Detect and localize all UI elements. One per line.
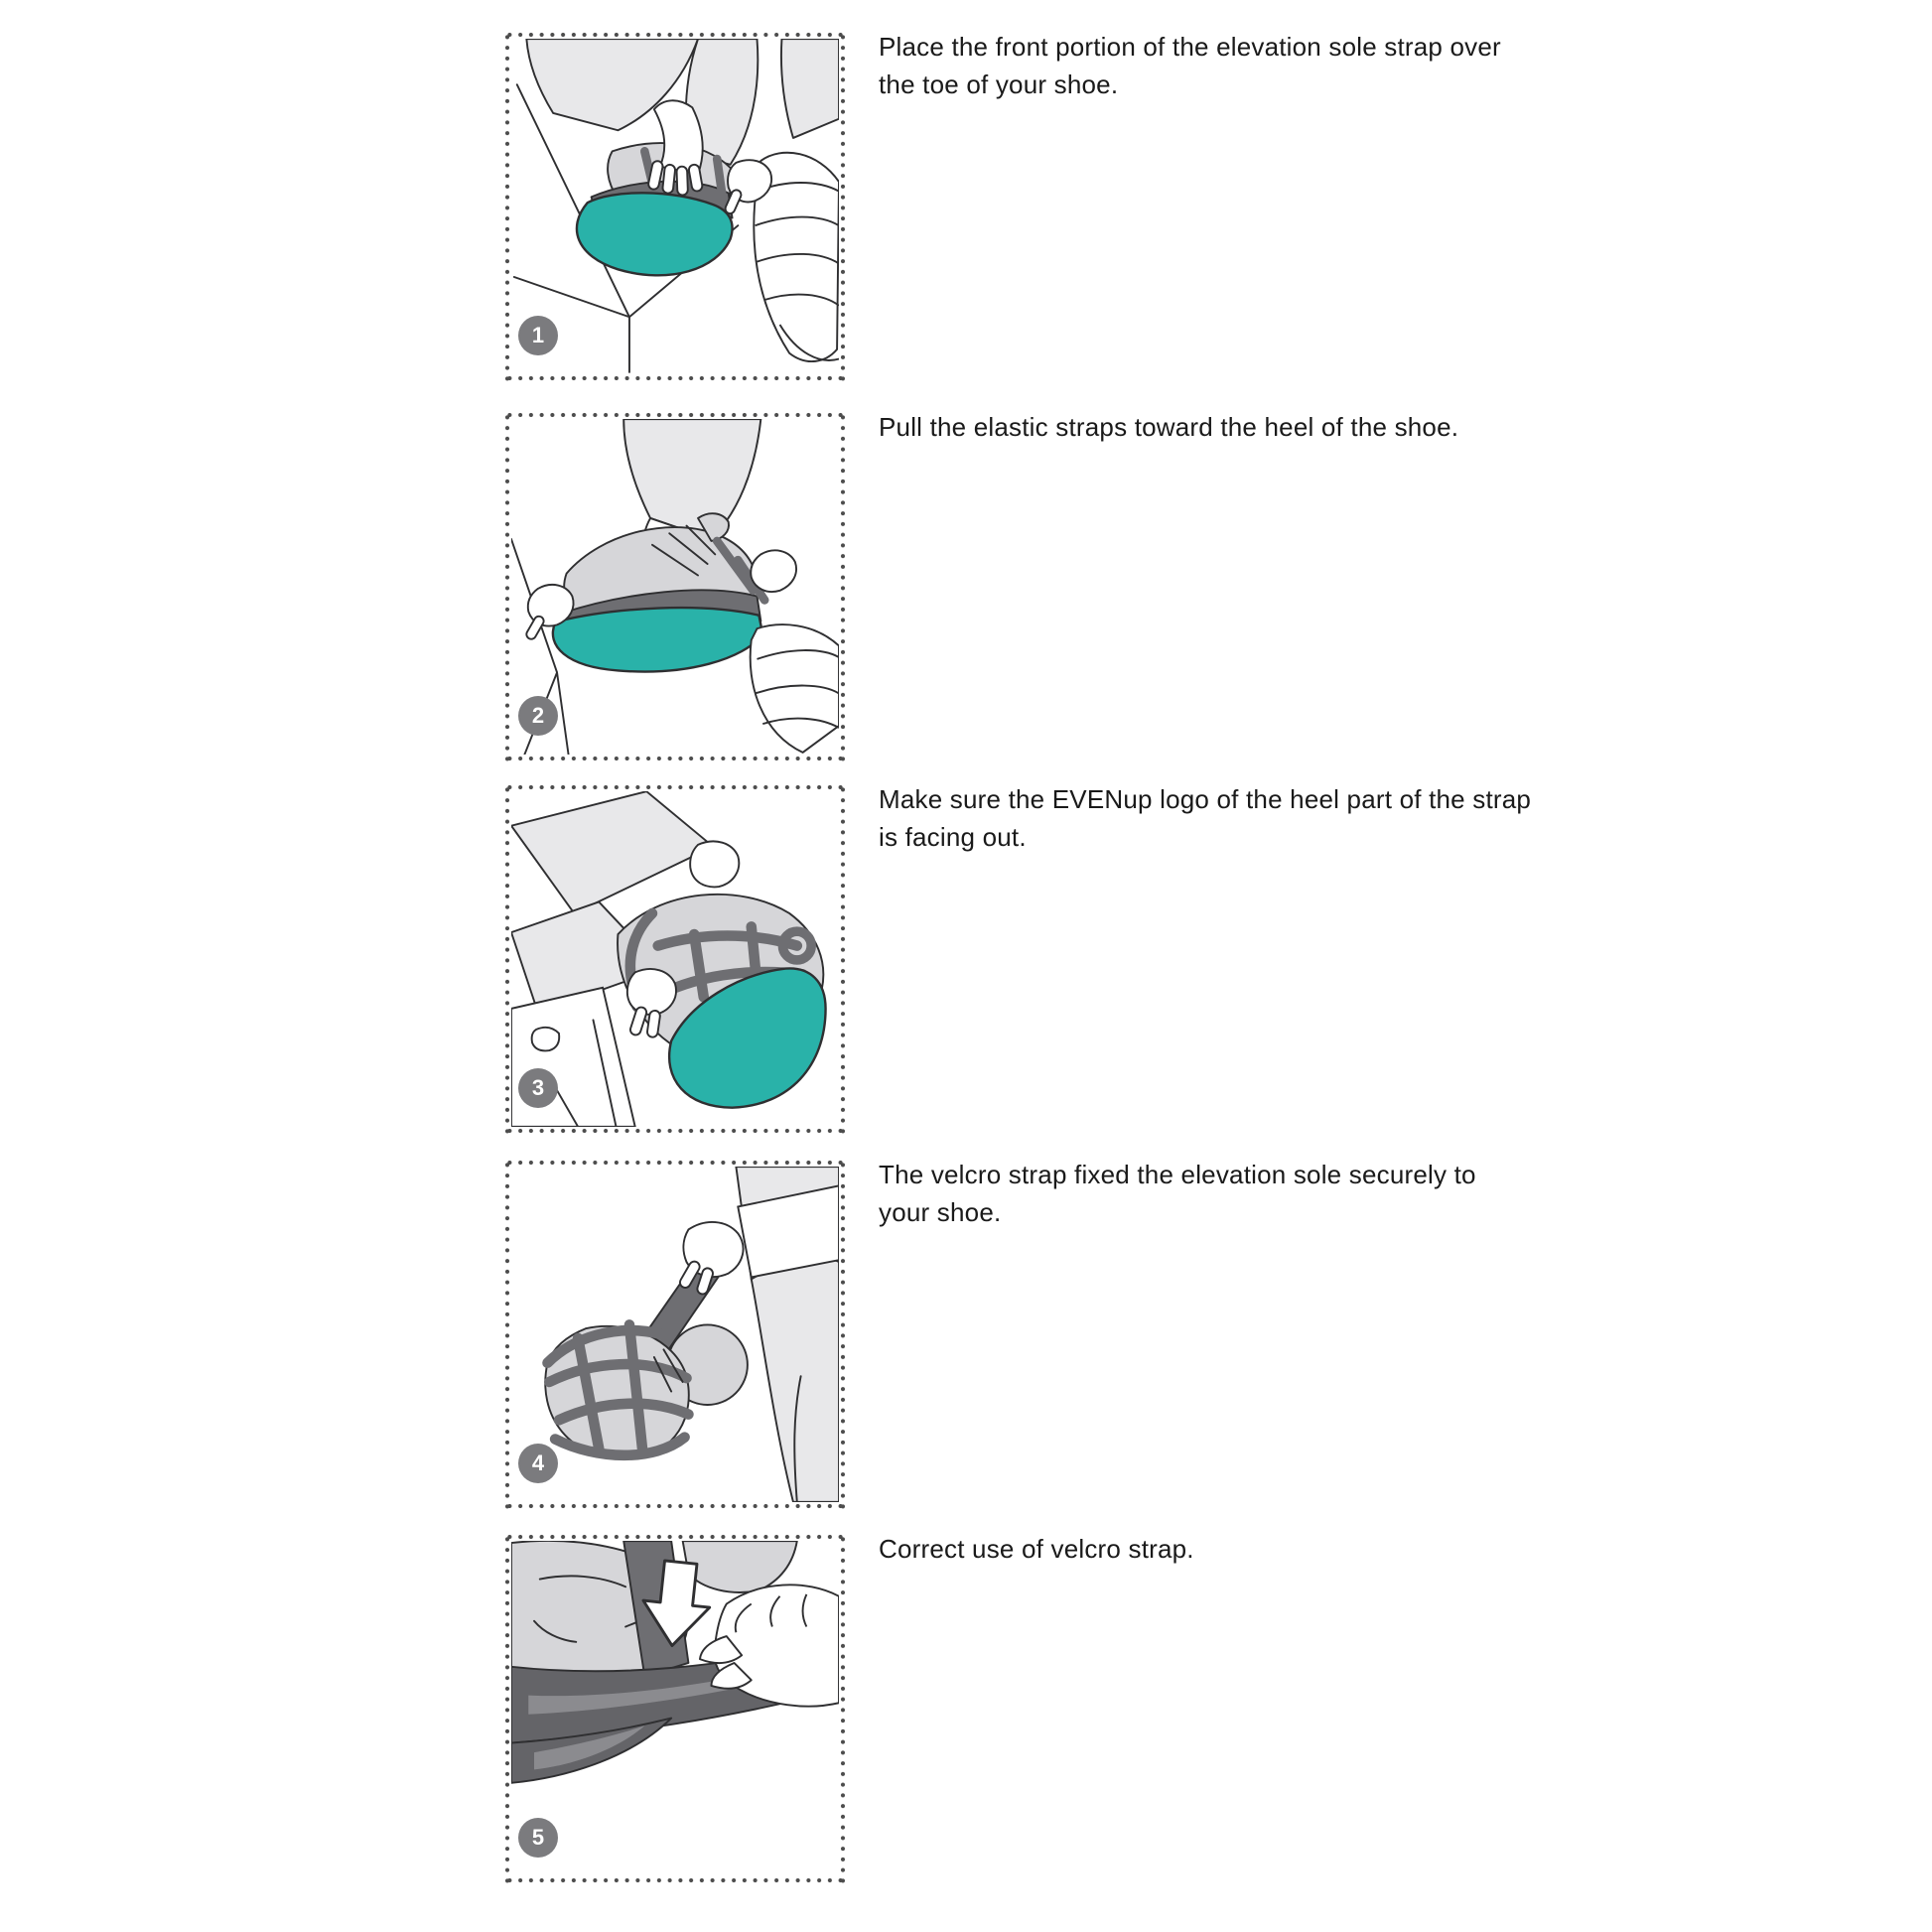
step-4-image-box [504,1160,846,1509]
step-5-instruction-text: Correct use of velcro strap. [879,1534,1194,1564]
step-1-image-box [504,32,846,381]
step-1-illustration [511,39,839,374]
hand-right [751,550,796,592]
step-3-instruction-text: Make sure the EVENup logo of the heel part of the strap is facing out. [879,784,1532,852]
hand-upper [690,841,739,887]
step-5-image-box [504,1534,846,1883]
step-3-image-box [504,784,846,1134]
step-4-number-badge: 4 [518,1444,558,1483]
step-2-image-box [504,412,846,761]
step-2-instruction-text: Pull the elastic straps toward the heel of the shoe. [879,412,1459,442]
step-1-number-badge: 1 [518,316,558,355]
step-3-illustration [511,791,839,1127]
pinching-hand [700,1585,839,1706]
step-row-5 [504,1534,1606,1883]
step-4-instruction-text: The velcro strap fixed the elevation sole securely to your shoe. [879,1160,1476,1227]
step-row-2 [504,412,1606,761]
step-5-illustration [511,1541,839,1876]
step-row-3 [504,784,1606,1134]
elevation-sole-teal [577,193,733,275]
walking-boot [751,624,839,753]
step-1-instruction-text: Place the front portion of the elevation sole strap over the toe of your shoe. [879,32,1501,99]
step-row-1 [504,32,1606,381]
elevation-sole-teal [553,608,762,671]
step-5-number-badge: 5 [518,1818,558,1858]
step-2-illustration [511,419,839,755]
step-4-illustration [511,1167,839,1502]
step-3-number-badge: 3 [518,1068,558,1108]
step-2-number-badge: 2 [518,696,558,736]
step-row-4 [504,1160,1606,1509]
